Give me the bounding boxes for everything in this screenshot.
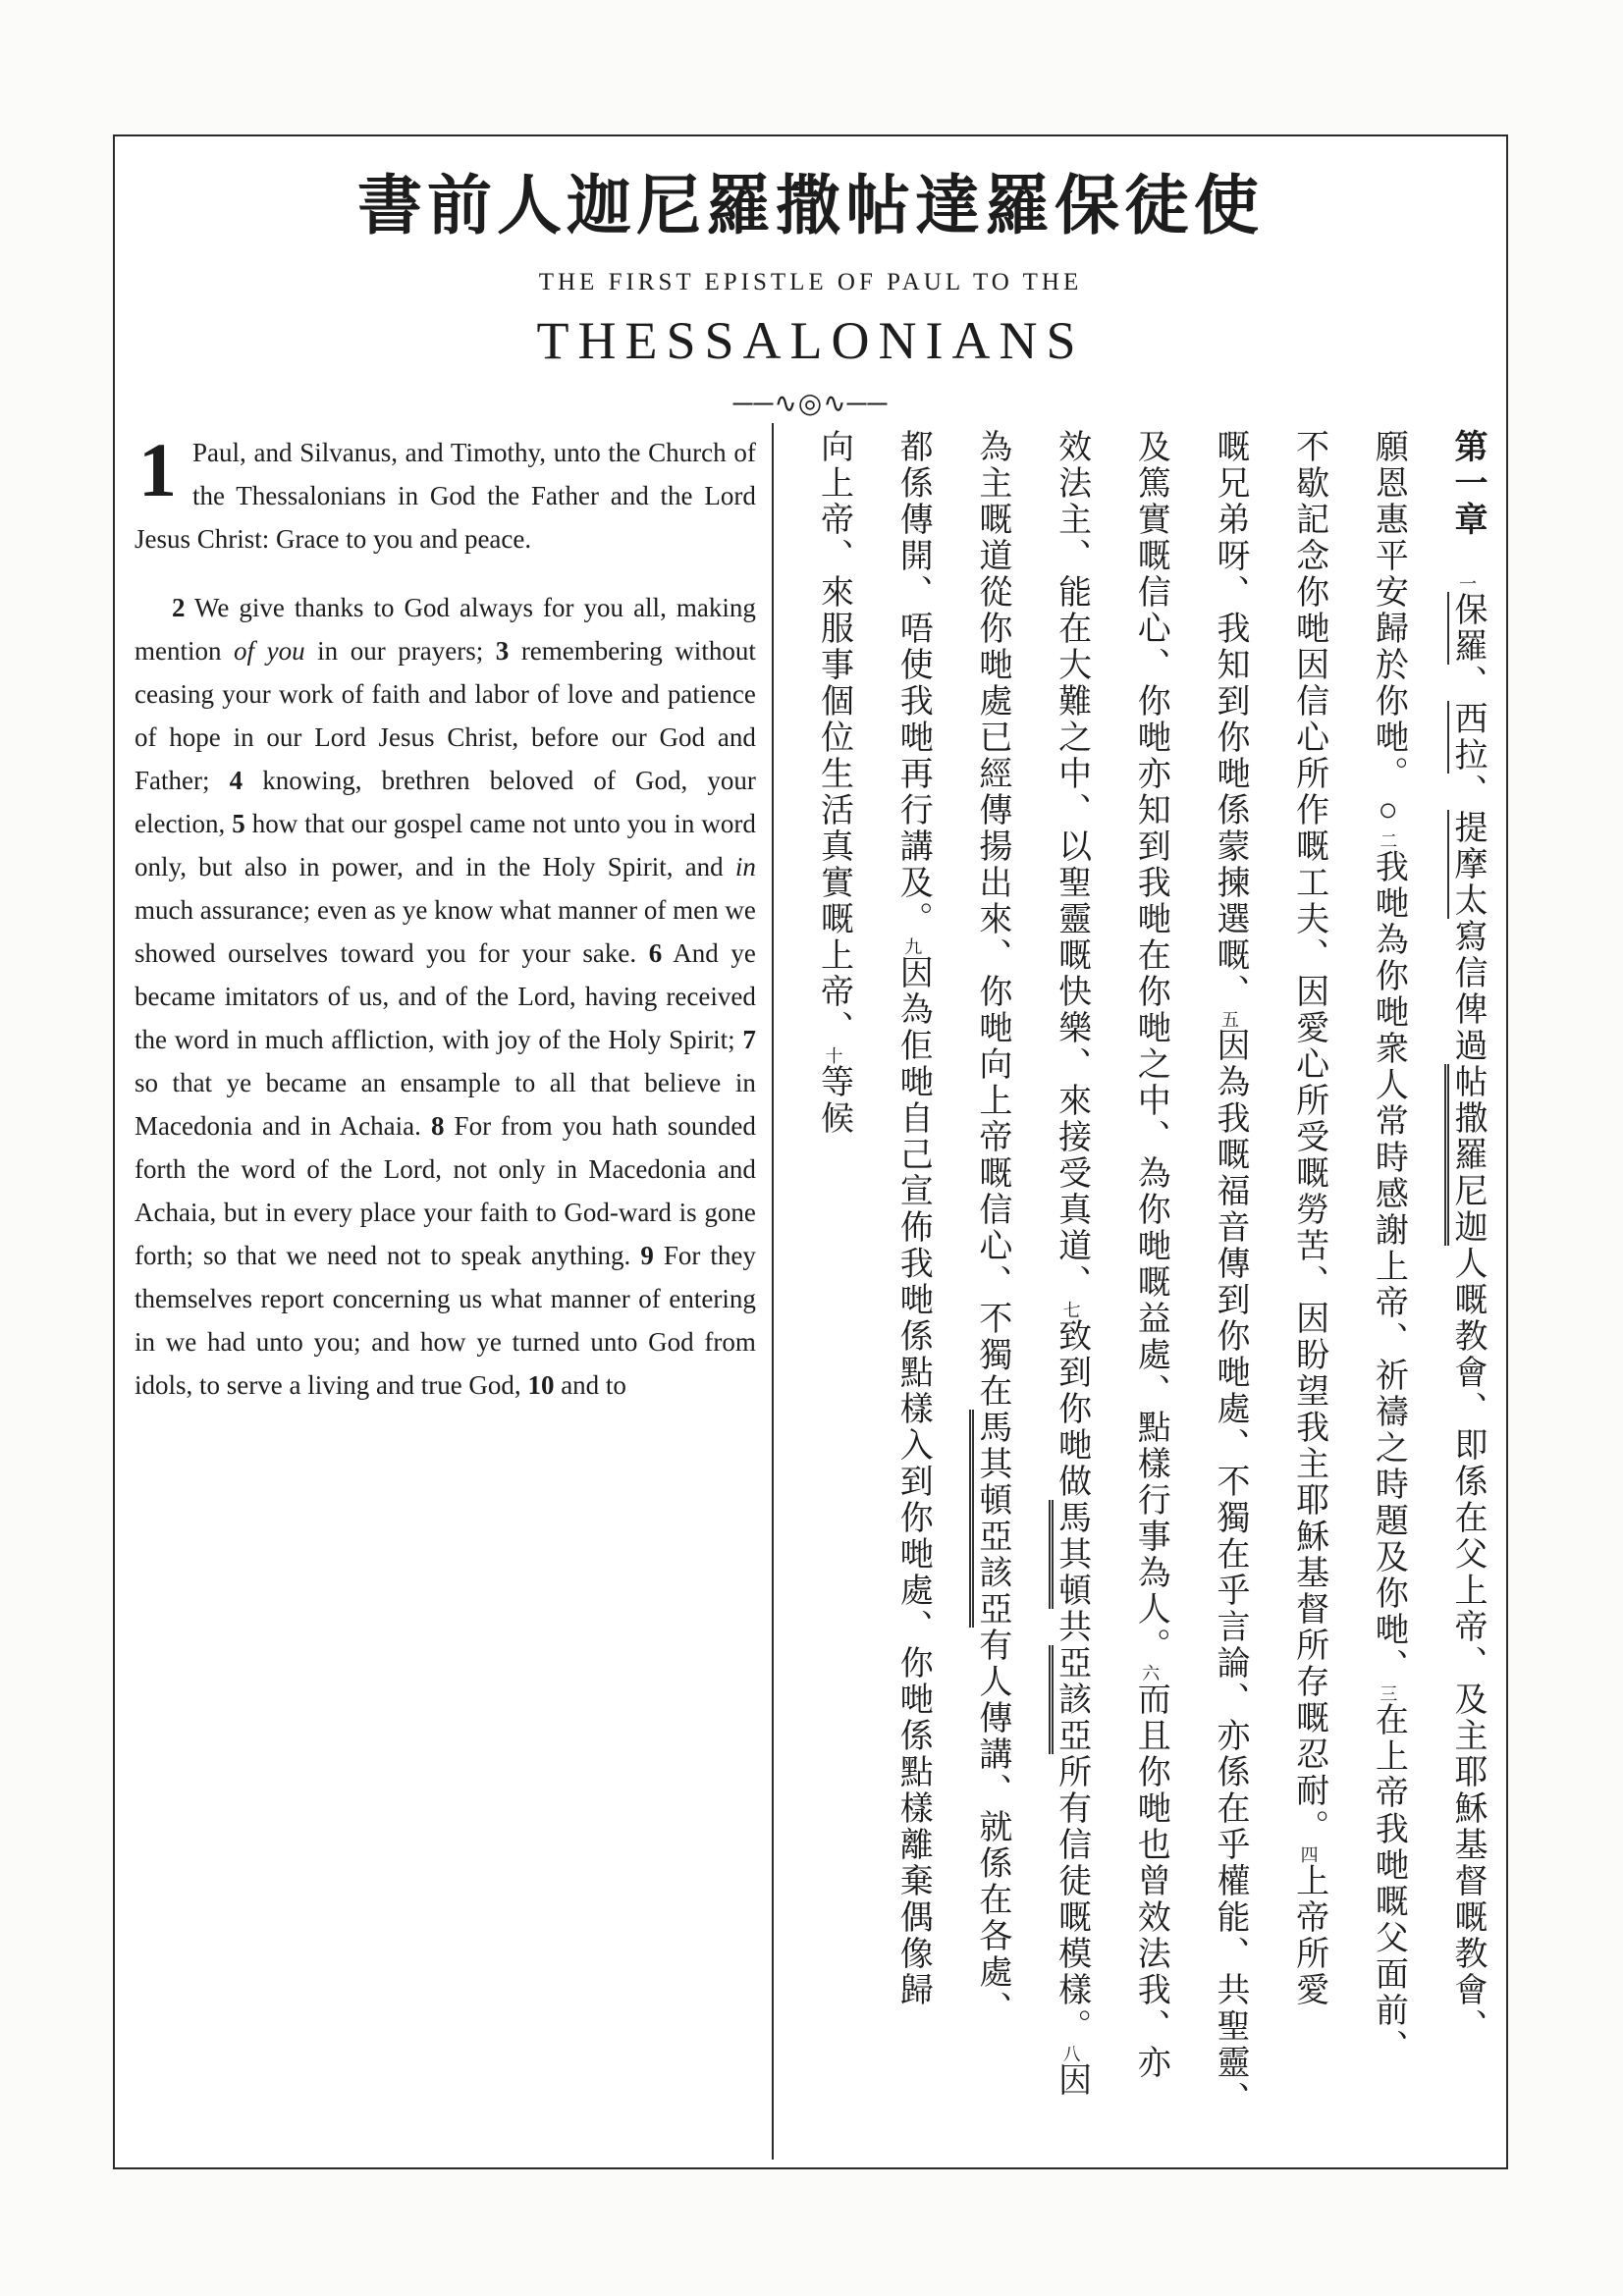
chinese-text-segment: 寫信俾過 [1449,919,1486,1064]
chinese-column [1440,429,1492,2150]
chinese-text-segment: 、 [1449,774,1486,810]
place-name: 馬其頓 [969,1410,1010,1519]
verse-number: 3 [495,636,510,666]
chinese-text-segment: 有人傳講、就係在各處、 [973,1628,1010,2027]
chapter-number-dropcap: 1 [138,427,177,512]
chinese-text-segment: 上帝所愛 [1290,1863,1327,2008]
chinese-text-segment [1449,538,1486,574]
chinese-text-segment: 效法主、能在大難之中、以聖靈嘅快樂、來接受真道、 [1053,429,1090,1301]
verse-text: For from you hath sounded forth the word of the Lord, not only in Macedonia and Achaia, but in every place your faith to God-ward is gone forth; so that we need not to speak anything. [135,1111,756,1270]
chapter-heading: 第一章 [1449,429,1486,538]
place-name: 亞該亞 [1049,1645,1090,1754]
person-name: 西拉 [1449,701,1486,774]
chinese-section [774,423,1506,2160]
verse-marker: 三 [1378,1684,1398,1702]
english-text [115,423,772,2160]
verse-text: how that our gospel came not unto you in word only, but also in power, and in the Holy Spirit, and [135,809,756,881]
chinese-text-segment: 為主嘅道從你哋處已經傳揚出來、你哋向上帝嘅信心、不獨在 [973,429,1010,1410]
verse-marker: 四 [1298,1845,1319,1863]
chinese-text-segment: 及篤實嘅信心、你哋亦知到我哋在你哋之中、為你哋嘅益處、點樣行事為人。 [1132,429,1169,1664]
verse-number: 4 [229,766,243,795]
verse-marker: 八 [1060,2045,1081,2062]
verse-marker: 二 [1378,831,1398,849]
verse-marker: 十 [823,1046,843,1064]
chinese-text-segment: 等候 [815,1064,852,1137]
verse-marker: 九 [902,937,923,955]
place-name: 馬其頓 [1049,1500,1090,1609]
chinese-text-segment: 因 [1053,2062,1090,2099]
verse-text: much assurance; even as ye know what manner of men we showed ourselves toward you for your sake. [135,895,756,968]
chinese-column [1282,429,1334,2150]
english-paragraph [135,427,756,561]
verse-marker: 六 [1140,1664,1161,1682]
verse-text: And ye became imitators of us, and of the Lord, having received the word in much affliction, with joy of the Holy Spirit; [135,938,756,1054]
verse-text: knowing, brethren beloved of God, your election, [135,766,756,838]
chinese-text-segment: 都係傳開、唔使我哋再行講及。 [894,429,932,937]
italic-text: of you [234,636,305,666]
verse-marker: 七 [1060,1301,1081,1318]
chinese-text-segment: 向上帝、來服事個位生活真實嘅上帝、 [815,429,852,1046]
verse-text: For they themselves report concerning us what manner of entering in we had unto you; and how ye turned unto God from idols, to serve a living and true God, [135,1241,756,1400]
chinese-column [1203,429,1255,2150]
chinese-text-segment: 所有信徒嘅模樣。 [1053,1754,1090,2045]
chinese-text-segment: 願恩惠平安歸於你哋。○ [1370,429,1407,831]
italic-text: in [734,852,756,881]
verse-number: 6 [648,938,663,968]
verse-text: remembering without ceasing your work of faith and labor of love and patience of hope in our Lord Jesus Christ, before our God and Father; [135,636,756,795]
chinese-text-segment: 致到你哋做 [1053,1318,1090,1500]
scanned-page [113,134,1508,2169]
verse-number: 5 [232,809,245,838]
english-subtitle: THE FIRST EPISTLE OF PAUL TO THE [538,268,1083,295]
chinese-text-segment: 、 [1449,665,1486,701]
verse-number: 8 [430,1111,445,1141]
verse-text: and to [554,1370,626,1400]
verse-number: 7 [742,1025,756,1054]
chinese-text-segment: 嘅兄弟呀、我知到你哋係蒙揀選嘅、 [1211,429,1248,1010]
chinese-column [807,429,859,2150]
english-paragraph [135,586,756,1407]
verse-text: We give thanks to God always for you all, making mention [135,593,756,666]
page-header [115,136,1506,420]
place-name: 亞該亞 [969,1519,1010,1628]
verse-text: in our prayers; [304,636,496,666]
chinese-column [965,429,1017,2150]
chinese-text-segment: 因為佢哋自己宣佈我哋係點樣入到你哋處、你哋係點樣離棄偶像歸 [894,955,932,2008]
divider-ornament: ──∿◎∿── [732,388,889,419]
chinese-column [1362,429,1414,2150]
chinese-column [1045,429,1097,2150]
chinese-text [780,429,1492,2150]
verse-marker: 一 [1457,574,1477,592]
chinese-text-segment: 不歇記念你哋因信心所作嘅工夫、因愛心所受嘅勞苦、因盼望我主耶穌基督所存嘅忍耐。 [1290,429,1327,1845]
page-body [115,423,1506,2160]
verse-text: Paul, and Silvanus, and Timothy, unto the Church of the Thessalonians in God the Father and the Lord Jesus Christ: Grace to you and peace. [135,438,756,554]
chinese-text-segment: 因為我嘅福音傳到你哋處、不獨在乎言論、亦係在乎權能、共聖靈、 [1211,1028,1248,2117]
chinese-column [887,429,939,2150]
person-name: 保羅 [1449,592,1486,665]
chinese-text-segment: 而且你哋也曾效法我、亦 [1132,1682,1169,2081]
verse-number: 10 [527,1370,555,1400]
english-main-title: THESSALONIANS [536,310,1085,370]
verse-text: so that ye became an ensample to all that believe in Macedonia and in Achaia. [135,1068,756,1141]
chinese-book-title: 書前人迦尼羅撒帖達羅保徒使 [357,171,1264,242]
verse-number: 9 [640,1241,654,1270]
place-name: 帖撒羅尼迦 [1444,1064,1486,1246]
chinese-column [1124,429,1176,2150]
verse-marker: 五 [1218,1010,1239,1028]
person-name: 提摩太 [1449,810,1486,919]
chinese-text-segment: 共 [1053,1609,1090,1645]
chinese-text-segment: 在上帝我哋嘅父面前、 [1370,1702,1407,2065]
chinese-text-segment: 我哋為你哋衆人常時感謝上帝、祈禱之時題及你哋、 [1370,849,1407,1684]
chinese-text-segment: 人嘅教會、即係在父上帝、及主耶穌基督嘅教會、 [1449,1246,1486,2045]
verse-number: 2 [172,593,186,622]
